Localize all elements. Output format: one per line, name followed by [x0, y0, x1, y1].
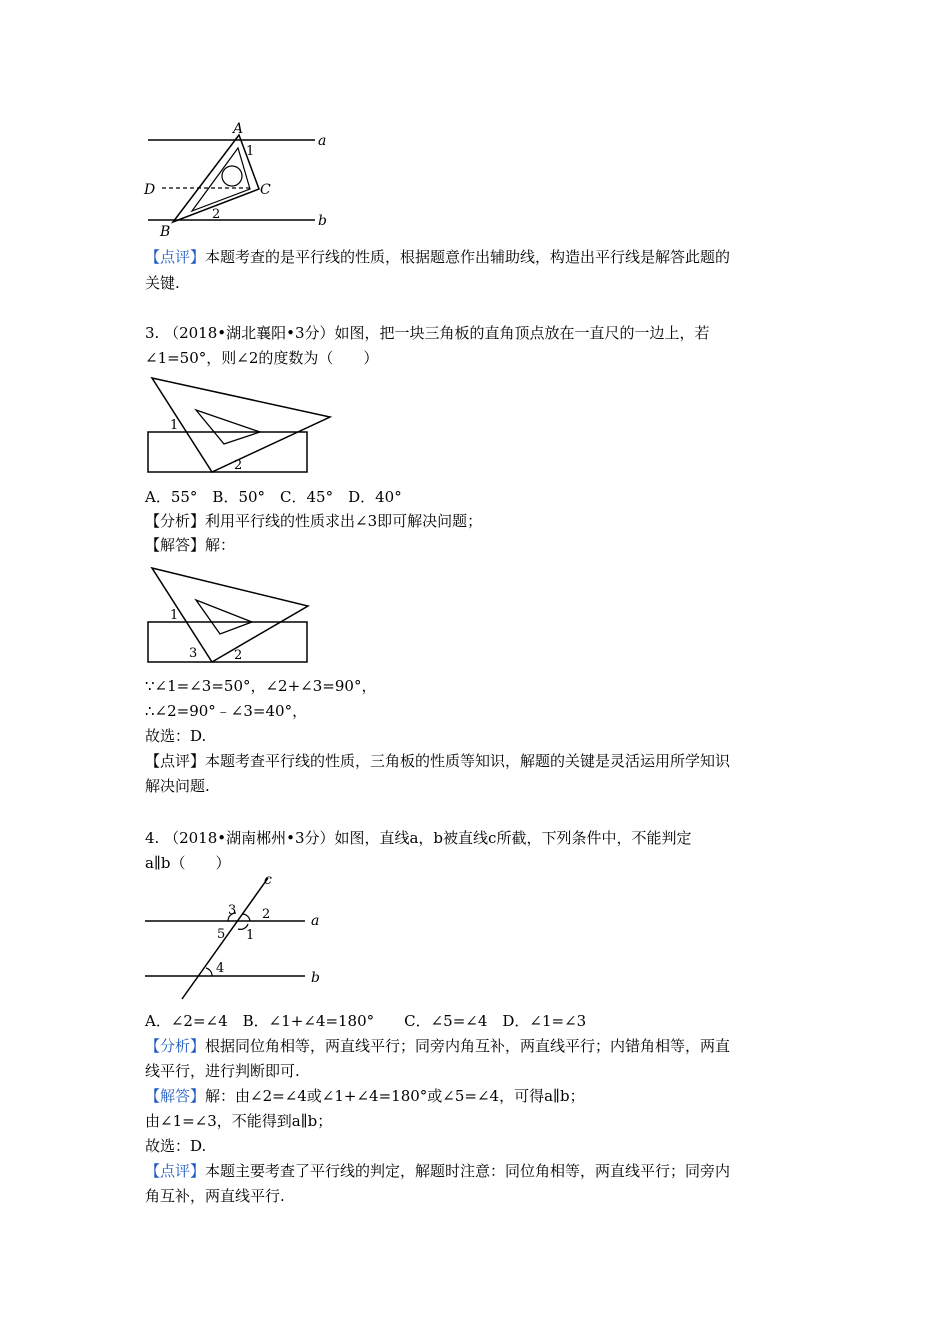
- q3-stem-line-1: 3. （2018•湖北襄阳•3分）如图，把一块三角板的直角顶点放在一直尺的一边上，若: [145, 324, 710, 342]
- svg-text:2: 2: [262, 907, 271, 922]
- svg-text:c: c: [264, 872, 272, 888]
- figure-q4-parallel-lines: [140, 872, 340, 1004]
- svg-text:1: 1: [170, 418, 179, 433]
- q4-review-line-1: 【点评】本题主要考查了平行线的判定，解题时注意：同位角相等，两直线平行；同旁内: [145, 1162, 731, 1180]
- q3-analysis: 【分析】利用平行线的性质求出∠3即可解决问题；: [145, 512, 483, 530]
- svg-text:b: b: [318, 213, 327, 229]
- svg-text:D: D: [144, 182, 156, 198]
- svg-text:3: 3: [228, 903, 237, 918]
- q4-stem-line-2: a∥b（ ）: [145, 854, 231, 872]
- figure-q3-ruler-triangle: [140, 372, 340, 477]
- svg-text:2: 2: [212, 207, 221, 222]
- svg-text:5: 5: [217, 927, 226, 942]
- q3-review-line-1: 【点评】本题考查平行线的性质，三角板的性质等知识，解题的关键是灵活运用所学知识: [145, 752, 731, 770]
- svg-text:1: 1: [170, 608, 179, 623]
- svg-text:b: b: [311, 970, 320, 986]
- svg-text:1: 1: [246, 144, 255, 159]
- q3-review-line-2: 解决问题.: [145, 777, 210, 795]
- figure-q3-solution: [140, 562, 340, 667]
- svg-text:2: 2: [234, 458, 243, 473]
- svg-text:a: a: [318, 133, 327, 149]
- q4-analysis-line-1: 【分析】根据同位角相等，两直线平行；同旁内角互补，两直线平行；内错角相等，两直: [145, 1037, 731, 1055]
- q4-review-line-2: 角互补，两直线平行.: [145, 1187, 285, 1205]
- q3-options: A．55° B．50° C．45° D．40°: [145, 488, 402, 506]
- svg-text:2: 2: [234, 648, 243, 663]
- svg-text:C: C: [260, 182, 271, 198]
- svg-text:a: a: [311, 913, 320, 929]
- q4-solution-line-1: 【解答】解：由∠2=∠4或∠1+∠4=180°或∠5=∠4，可得a∥b；: [145, 1087, 585, 1105]
- svg-text:1: 1: [246, 928, 255, 943]
- q4-choice: 故选：D.: [145, 1137, 207, 1155]
- q4-stem-line-1: 4. （2018•湖南郴州•3分）如图，直线a，b被直线c所截，下列条件中，不能判定: [145, 829, 692, 847]
- review-1-line-2: 关键.: [145, 274, 180, 292]
- svg-text:B: B: [160, 224, 171, 238]
- q3-step-2: ∴∠2=90°﹣∠3=40°，: [145, 702, 308, 720]
- q4-analysis-line-2: 线平行，进行判断即可.: [145, 1062, 300, 1080]
- svg-text:3: 3: [189, 646, 198, 661]
- q3-stem-line-2: ∠1=50°，则∠2的度数为（ ）: [145, 349, 379, 367]
- q3-solution: 【解答】解：: [145, 536, 236, 554]
- q4-solution-line-2: 由∠1=∠3，不能得到a∥b；: [145, 1112, 333, 1130]
- svg-text:4: 4: [216, 961, 225, 976]
- q3-choice: 故选：D.: [145, 727, 207, 745]
- figure-triangle-parallel: [140, 118, 340, 238]
- q3-step-1: ∵∠1=∠3=50°，∠2+∠3=90°，: [145, 677, 377, 695]
- svg-text:A: A: [233, 121, 244, 137]
- review-1-line-1: 【点评】本题考查的是平行线的性质，根据题意作出辅助线，构造出平行线是解答此题的: [145, 248, 731, 266]
- q4-options: A．∠2=∠4 B．∠1+∠4=180° C．∠5=∠4 D．∠1=∠3: [145, 1012, 587, 1030]
